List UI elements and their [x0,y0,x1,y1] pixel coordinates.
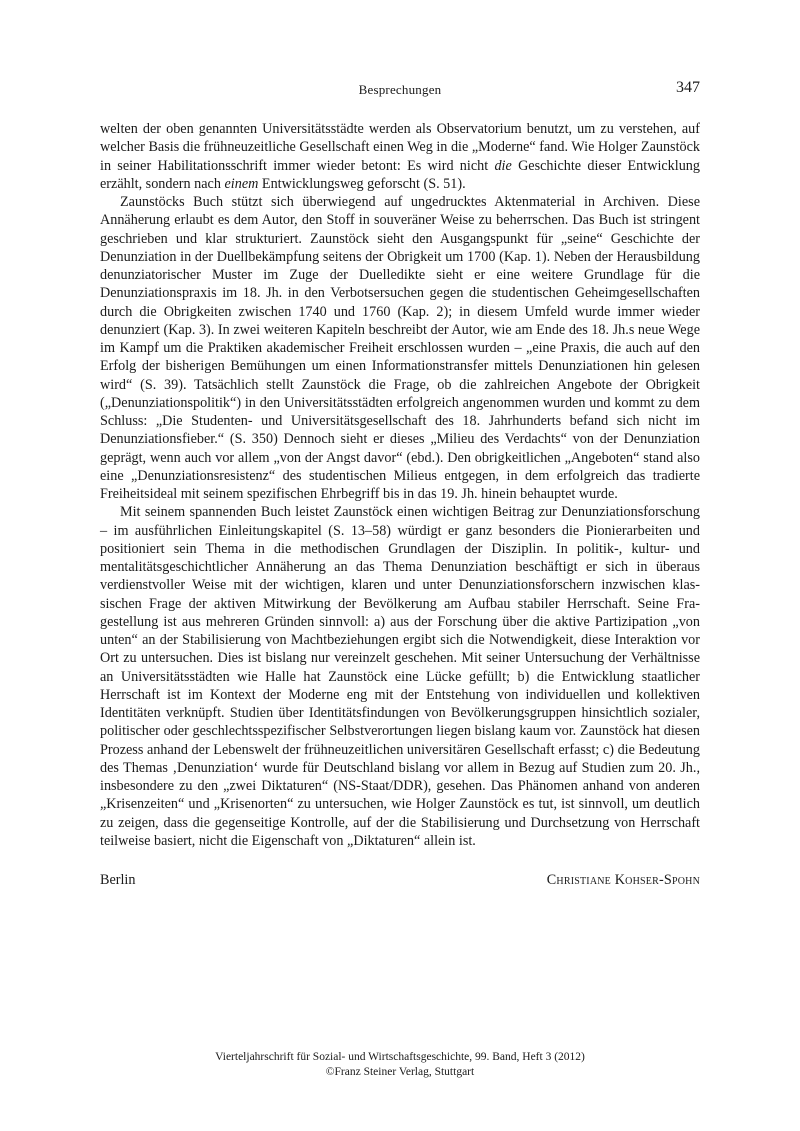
review-body [100,120,700,850]
review-signoff [100,872,700,892]
emphasis-die: die [494,157,512,174]
emphasis-einem: einem [224,175,259,192]
footer-copyright: ©Franz Steiner Verlag, Stuttgart [325,1065,475,1078]
signoff-place: Berlin [100,872,136,888]
paragraph-1 [100,120,700,193]
paragraph-1-part-e: Entwicklungsweg geforscht (S. 51). [258,175,466,192]
journal-footer [100,1050,700,1079]
running-header [100,80,700,104]
footer-journal-citation: Vierteljahrschrift für Sozial- und Wirtschaftsgeschichte, 99. Band, Heft 3 (2012) [215,1051,585,1063]
running-title: Besprechungen [358,82,442,97]
paragraph-1-part-a: welten der oben genannten Universitätsstädte werden als Observatorium benutzt, um zu verstehen, auf welcher Basis die frühneuzeitliche Gesellschaft einen Weg in die „Moderne“ fand. Wie Holger Zaunstöck in seiner Habilitationsschrift immer wieder betont: Es wird nicht [100,121,700,174]
paragraph-1-part-c: Geschichte dieser Entwicklung erzählt, sondern nach [100,157,700,192]
paragraph-2: Zaunstöcks Buch stützt sich überwiegend auf ungedrucktes Aktenmaterial in Archiven. Diese Annäherung erlaubt es dem Autor, den Stoff in souveräner Weise zu beherrschen. Das Buch ist stringent geschrieben und klar strukturiert. Zaunstöck sieht den Ausgangspunkt für „seine“ Geschichte der Denunziation in der Duellbekämpfung seitens der Obrigkeit um 1700 (Kap. 1). Neben der Herausbildung denunziatorischer Muster im Zuge der Duelledikte sieht er eine weitere Grundlage für die Denunziationspraxis im 18. Jh. in den Verbotsersuchen gegen die studentischen Geheimgesellschaften durch die Obrigkeiten zwischen 1740 und 1760 (Kap. 2); in diesem Umfeld wurde immer wieder denunziert (Kap. 3). In zwei weiteren Kapiteln beschreibt der Autor, wie am Ende des 18. Jh.s neue Wege im Kampf um die Praktiken akademischer Freiheit erschlossen wurden – „eine Praxis, die auch auf den Erfolg der bisherigen Bemühungen um einen Informationstransfer mittels Denunziationen hin gelesen wird“ (S. 39). Tatsächlich stellt Zaunstöck die Frage, ob die zahlreichen Angebote der Obrigkeit („Denunziationspolitik“) in den Universitätsstädten erfolgreich angenommen wurden und kommt zu dem Schluss: „Die Studenten- und Universitätsgesellschaft des 18. Jahrhunderts befand sich nicht im Denunziationsfieber.“ (S. 350) Dennoch sieht er dieses „Milieu des Verdachts“ von der Denunziation geprägt, wenn auch vor allem „von der Angst davor“ (ebd.). Den obrigkeitlichen „Angeboten“ stand also eine „Denunziationsresistenz“ des studentischen Milieus entgegen, in dem erfolgreich das tradierte Freiheitsideal mit seinem spezifischen Ehrbegriff bis in das 19. Jh. hinein behauptet wurde. [100,194,700,502]
review-author: Christiane Kohser-Spohn [546,872,700,888]
paragraph-3: Mit seinem spannenden Buch leistet Zaunstöck einen wichtigen Beitrag zur Denunziationsforschung – im ausführlichen Einleitungskapitel (S. 13–58) würdigt er ganz besonders die Pionierarbeiten und positioniert sein Thema in die methodischen Grundlagen der Disziplin. In politik-, kultur- und mentalitätsgeschichtlicher Annäherung an das Thema Denunziation beschäftigt er sich in überaus verdienstvoller Weise mit der wichtigen, klaren und unter Denunziationsforschern inzwischen klassischen Frage der aktiven Mitwirkung der Bevölkerung am Aufbau stabiler Herrschaft. Seine Fragestellung ist aus mehreren Gründen sinnvoll: a) aus der Forschung über die aktive Partizipation „von unten“ an der Stabilisierung von Machtbeziehungen ergibt sich die Notwendigkeit, diese Interaktion vor Ort zu untersuchen. Dies ist bislang nur vereinzelt geschehen. Mit seiner Untersuchung der Verhältnisse an Universitätsstädten wie Halle hat Zaunstöck eine Lücke gefüllt; b) die Entwicklung staatlicher Herrschaft ist im Kontext der Moderne eng mit der Entstehung von individuellen und kollektiven Identitäten verknüpft. Studien über Identitätsfindungen von Bevölkerungsgruppen hinsichtlich sozialer, politischer oder geschlechtsspezifischer Selbstverortungen liegen bislang kaum vor. Zaunstöck hat diesen Prozess anhand der Lebenswelt der frühneuzeitlichen universitären Gesellschaft erfasst; c) die Bedeutung des Themas ‚Denunziation‘ wurde für Deutschland bislang vor allem in Bezug auf Studien zum 20. Jh., insbesondere zu den „zwei Diktaturen“ (NS-Staat/DDR), gesehen. Das Phänomen anhand von anderen „Krisenzeiten“ und „Krisenorten“ zu untersuchen, wie Holger Zaunstöck es tut, ist sinnvoll, um deutlich zu zeigen, dass die gegenseitige Kontrolle, auf der die Stabilisierung und Durchsetzung von Herrschaft teilweise basiert, nicht die Eigenschaft von „Diktaturen“ allein ist. [100,504,700,849]
page-number: 347 [676,79,700,96]
